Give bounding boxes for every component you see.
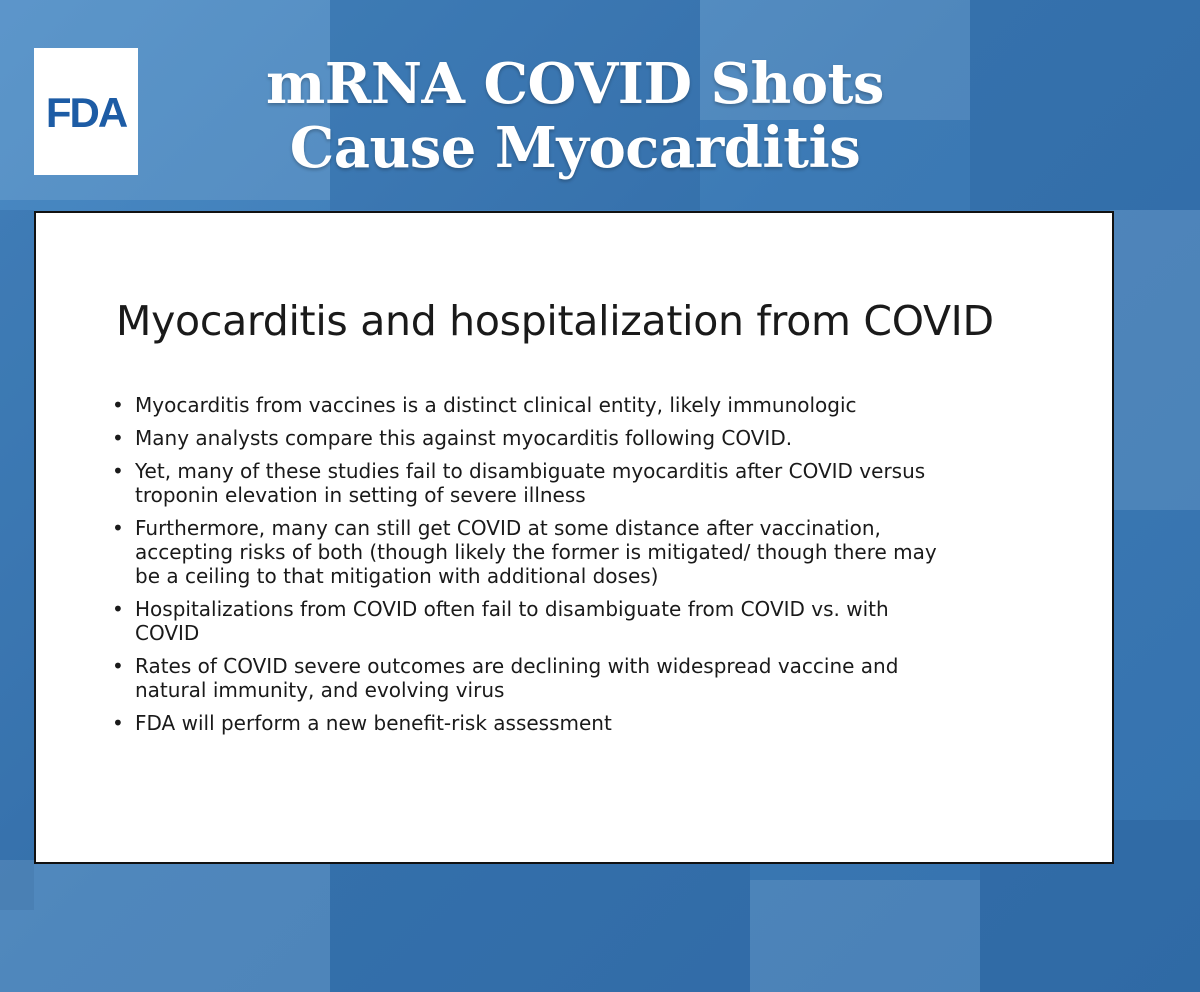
bullet-text: Many analysts compare this against myocarditis following COVID. — [135, 426, 793, 450]
fda-logo-text: FDA — [45, 88, 127, 135]
list-item — [112, 654, 942, 702]
bullet-glyph: • — [112, 516, 124, 540]
bullet-glyph: • — [112, 459, 124, 483]
background-tile — [970, 0, 1200, 210]
list-item — [112, 711, 942, 735]
bullet-glyph: • — [112, 426, 124, 450]
background-tile — [0, 210, 34, 910]
background-tile — [330, 860, 750, 992]
background-tile — [0, 860, 330, 992]
background-tile — [750, 880, 980, 992]
list-item — [112, 426, 942, 450]
bullet-text: FDA will perform a new benefit-risk assessment — [135, 711, 612, 735]
bullet-glyph: • — [112, 393, 124, 417]
bullet-glyph: • — [112, 597, 124, 621]
list-item — [112, 597, 942, 645]
bullet-text: Rates of COVID severe outcomes are declining with widespread vaccine and natural immunity, and evolving virus — [135, 654, 899, 702]
bullet-list — [112, 393, 942, 744]
bullet-text: Hospitalizations from COVID often fail to disambiguate from COVID vs. with COVID — [135, 597, 889, 645]
bullet-text: Myocarditis from vaccines is a distinct clinical entity, likely immunologic — [135, 393, 857, 417]
list-item — [112, 393, 942, 417]
list-item — [112, 516, 942, 588]
slide-title: Myocarditis and hospitalization from COVID — [116, 297, 994, 345]
slide — [34, 211, 1114, 864]
bullet-glyph: • — [112, 711, 124, 735]
fda-logo-mark — [41, 89, 131, 135]
headline — [200, 52, 950, 180]
bullet-text: Furthermore, many can still get COVID at some distance after vaccination, accepting risks of both (though likely the former is mitigated/ though there may be a ceiling to that mitigation with additional doses) — [135, 516, 937, 588]
bullet-text: Yet, many of these studies fail to disambiguate myocarditis after COVID versus troponin elevation in setting of severe illness — [135, 459, 926, 507]
list-item — [112, 459, 942, 507]
headline-line-1: mRNA COVID Shots — [266, 51, 884, 117]
fda-logo — [34, 48, 138, 175]
background-tile — [1110, 210, 1200, 510]
headline-line-2: Cause Myocarditis — [289, 115, 861, 181]
bullet-glyph: • — [112, 654, 124, 678]
